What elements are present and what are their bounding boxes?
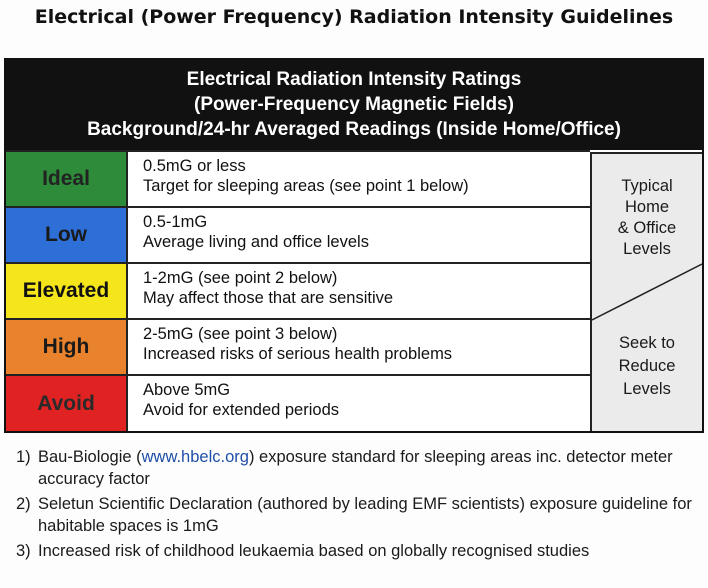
footnote-text: Bau-Biologie ( — [38, 448, 142, 466]
rating-description — [143, 268, 583, 308]
rating-description — [143, 212, 583, 252]
description-line-1: 2-5mG (see point 3 below) — [143, 325, 338, 343]
description-line-2: Increased risks of serious health problems — [143, 345, 453, 363]
side-top-line: Levels — [623, 240, 671, 258]
description-line-2: Average living and office levels — [143, 233, 369, 251]
hbelc-link[interactable]: www.hbelc.org — [141, 448, 249, 466]
rating-row-avoid — [6, 374, 590, 431]
footnote-1 — [16, 446, 696, 490]
description-line-2: Avoid for extended periods — [143, 401, 339, 419]
page-title: Electrical (Power Frequency) Radiation Intensity Guidelines — [34, 6, 674, 28]
footnotes — [16, 446, 696, 565]
footnote-number: 2) — [16, 495, 31, 513]
rating-label: Ideal — [6, 152, 128, 206]
rating-description — [143, 156, 583, 196]
rating-description — [143, 324, 583, 364]
footnote-number: 3) — [16, 542, 31, 560]
rating-row-low — [6, 206, 590, 262]
reduce-levels-label — [592, 332, 702, 401]
side-bottom-line: Seek to — [619, 334, 675, 352]
rating-row-high — [6, 318, 590, 374]
side-top-line: & Office — [617, 219, 677, 237]
ratings-table — [4, 58, 704, 433]
footnote-number: 1) — [16, 448, 31, 466]
level-category-column — [590, 152, 702, 431]
description-line-2: May affect those that are sensitive — [143, 289, 394, 307]
side-top-line: Home — [624, 198, 669, 216]
header-line-2: (Power-Frequency Magnetic Fields) — [194, 94, 514, 115]
side-bottom-line: Reduce — [618, 357, 676, 375]
footnote-text: Increased risk of childhood leukaemia based on globally recognised studies — [38, 542, 590, 560]
description-line-2: Target for sleeping areas (see point 1 below) — [143, 177, 469, 195]
rating-row-ideal — [6, 150, 590, 206]
rating-label: Elevated — [6, 264, 128, 318]
rating-description — [143, 380, 583, 420]
table-header — [6, 60, 702, 150]
description-line-1: 0.5mG or less — [143, 157, 246, 175]
footnote-3 — [16, 540, 696, 562]
rating-row-elevated — [6, 262, 590, 318]
description-line-1: Above 5mG — [143, 381, 231, 399]
rating-label: Avoid — [6, 376, 128, 431]
description-line-1: 1-2mG (see point 2 below) — [143, 269, 338, 287]
footnote-2 — [16, 493, 696, 537]
footnote-text: ) exposure standard for sleeping areas inc. detector meter accuracy factor — [38, 448, 673, 488]
side-top-line: Typical — [621, 177, 673, 195]
description-line-1: 0.5-1mG — [143, 213, 208, 231]
side-bottom-line: Levels — [623, 380, 671, 398]
footnote-text: Seletun Scientific Declaration (authored by leading EMF scientists) exposure guideline for habitable spaces is 1mG — [38, 495, 692, 535]
header-line-3: Background/24-hr Averaged Readings (Inside Home/Office) — [87, 119, 621, 140]
header-line-1: Electrical Radiation Intensity Ratings — [186, 69, 522, 90]
typical-levels-label — [592, 176, 702, 260]
rating-label: High — [6, 320, 128, 374]
rating-label: Low — [6, 208, 128, 262]
